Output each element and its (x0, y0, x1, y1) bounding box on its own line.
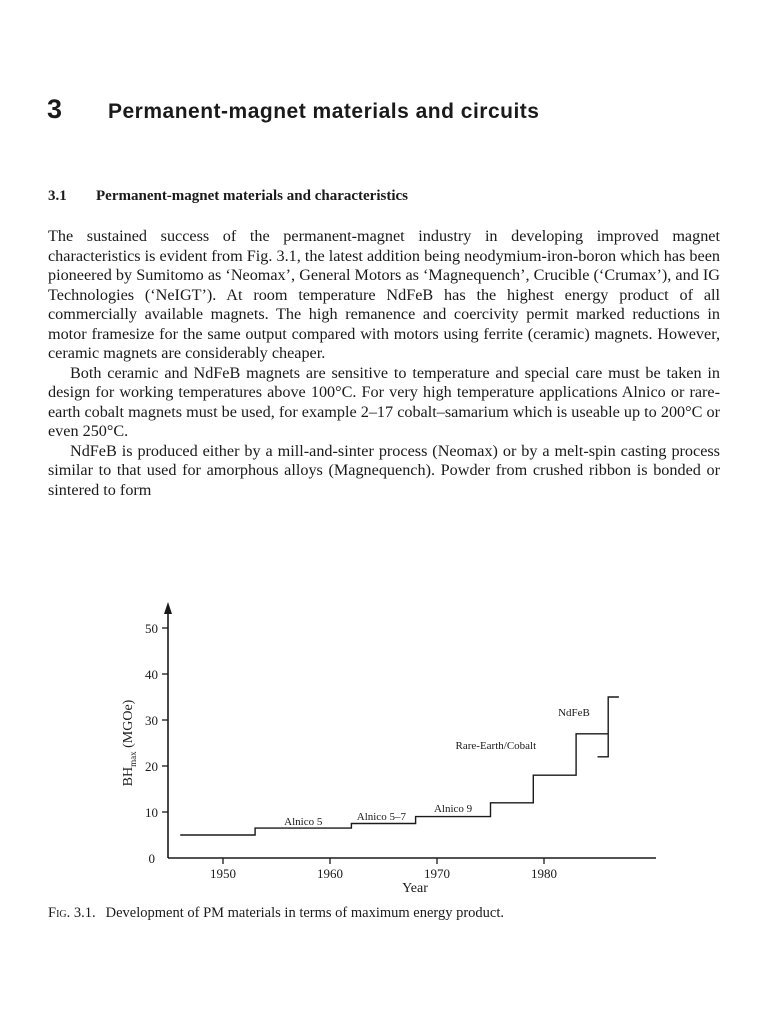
y-tick-label: 50 (145, 621, 158, 636)
x-axis-label: Year (402, 881, 428, 896)
annotation-label: Alnico 5–7 (356, 810, 406, 823)
y-tick-label: 40 (145, 667, 158, 682)
annotation-label: Alnico 5 (284, 815, 323, 828)
y-tick-label: 0 (148, 851, 155, 866)
x-tick-label: 1950 (210, 866, 236, 881)
paragraph: NdFeB is produced either by a mill-and-sinter process (Neomax) or by a melt-spin casting process similar to that used for amorphous alloys (Magnequench). Powder from crushed ribbon is bonded or sintered to form (48, 441, 720, 499)
y-tick-label: 20 (145, 759, 158, 774)
paragraph: The sustained success of the permanent-magnet industry in developing improved magnet characteristics is evident from Fig. 3.1, the latest addition being neodymium-iron-boron which has been pioneered by Sumitomo as ‘Neomax’, General Motors as ‘Magnequench’, Crucible (‘Crumax’), and IG Technologies (‘NeIGT’). At room temperature NdFeB has the highest energy product of all commercially available magnets. The high remanence and coercivity permit marked reductions in motor framesize for the same output compared with motors using ferrite (ceramic) magnets. However, ceramic magnets are considerably cheaper. (48, 227, 720, 362)
y-axis-label-unit: (MGOe) (121, 699, 136, 752)
body-text (48, 227, 720, 500)
caption-label: Fig. 3.1. (48, 905, 96, 921)
section-number: 3.1 (48, 188, 67, 204)
energy-product-chart (0, 590, 768, 900)
chapter-number: 3 (47, 94, 63, 124)
annotation-label: Alnico 9 (433, 803, 473, 815)
section-title: Permanent-magnet materials and characteristics (96, 188, 408, 204)
caption-text: Development of PM materials in terms of maximum energy product. (105, 905, 505, 921)
paragraph: Both ceramic and NdFeB magnets are sensitive to temperature and special care must be taken in design for working temperatures above 100°C. For very high temperature applications Alnico or rare-earth cobalt magnets must be used, for example 2–17 cobalt–samarium which is useable up to 200°C or even 250°C. (48, 363, 720, 440)
y-tick-label: 30 (145, 713, 158, 728)
y-axis-label-subscript: max (128, 751, 138, 767)
x-tick-label: 1980 (531, 866, 557, 881)
chart-annotations (284, 707, 590, 828)
x-tick-label: 1970 (424, 866, 450, 881)
chapter-title: Permanent-magnet materials and circuits (108, 100, 540, 123)
series-line-NdFeB (598, 697, 619, 757)
y-tick-label: 10 (145, 805, 158, 820)
chart-axes (164, 602, 656, 858)
y-axis-arrow (164, 602, 172, 614)
figure-caption (48, 905, 504, 922)
y-axis-label: $BH_{max}$ (MGOe) (121, 699, 138, 787)
annotation-label: Rare-Earth/Cobalt (455, 739, 537, 752)
annotation-label: NdFeB (558, 706, 590, 719)
x-tick-label: 1960 (317, 866, 343, 881)
section-heading (48, 188, 408, 205)
